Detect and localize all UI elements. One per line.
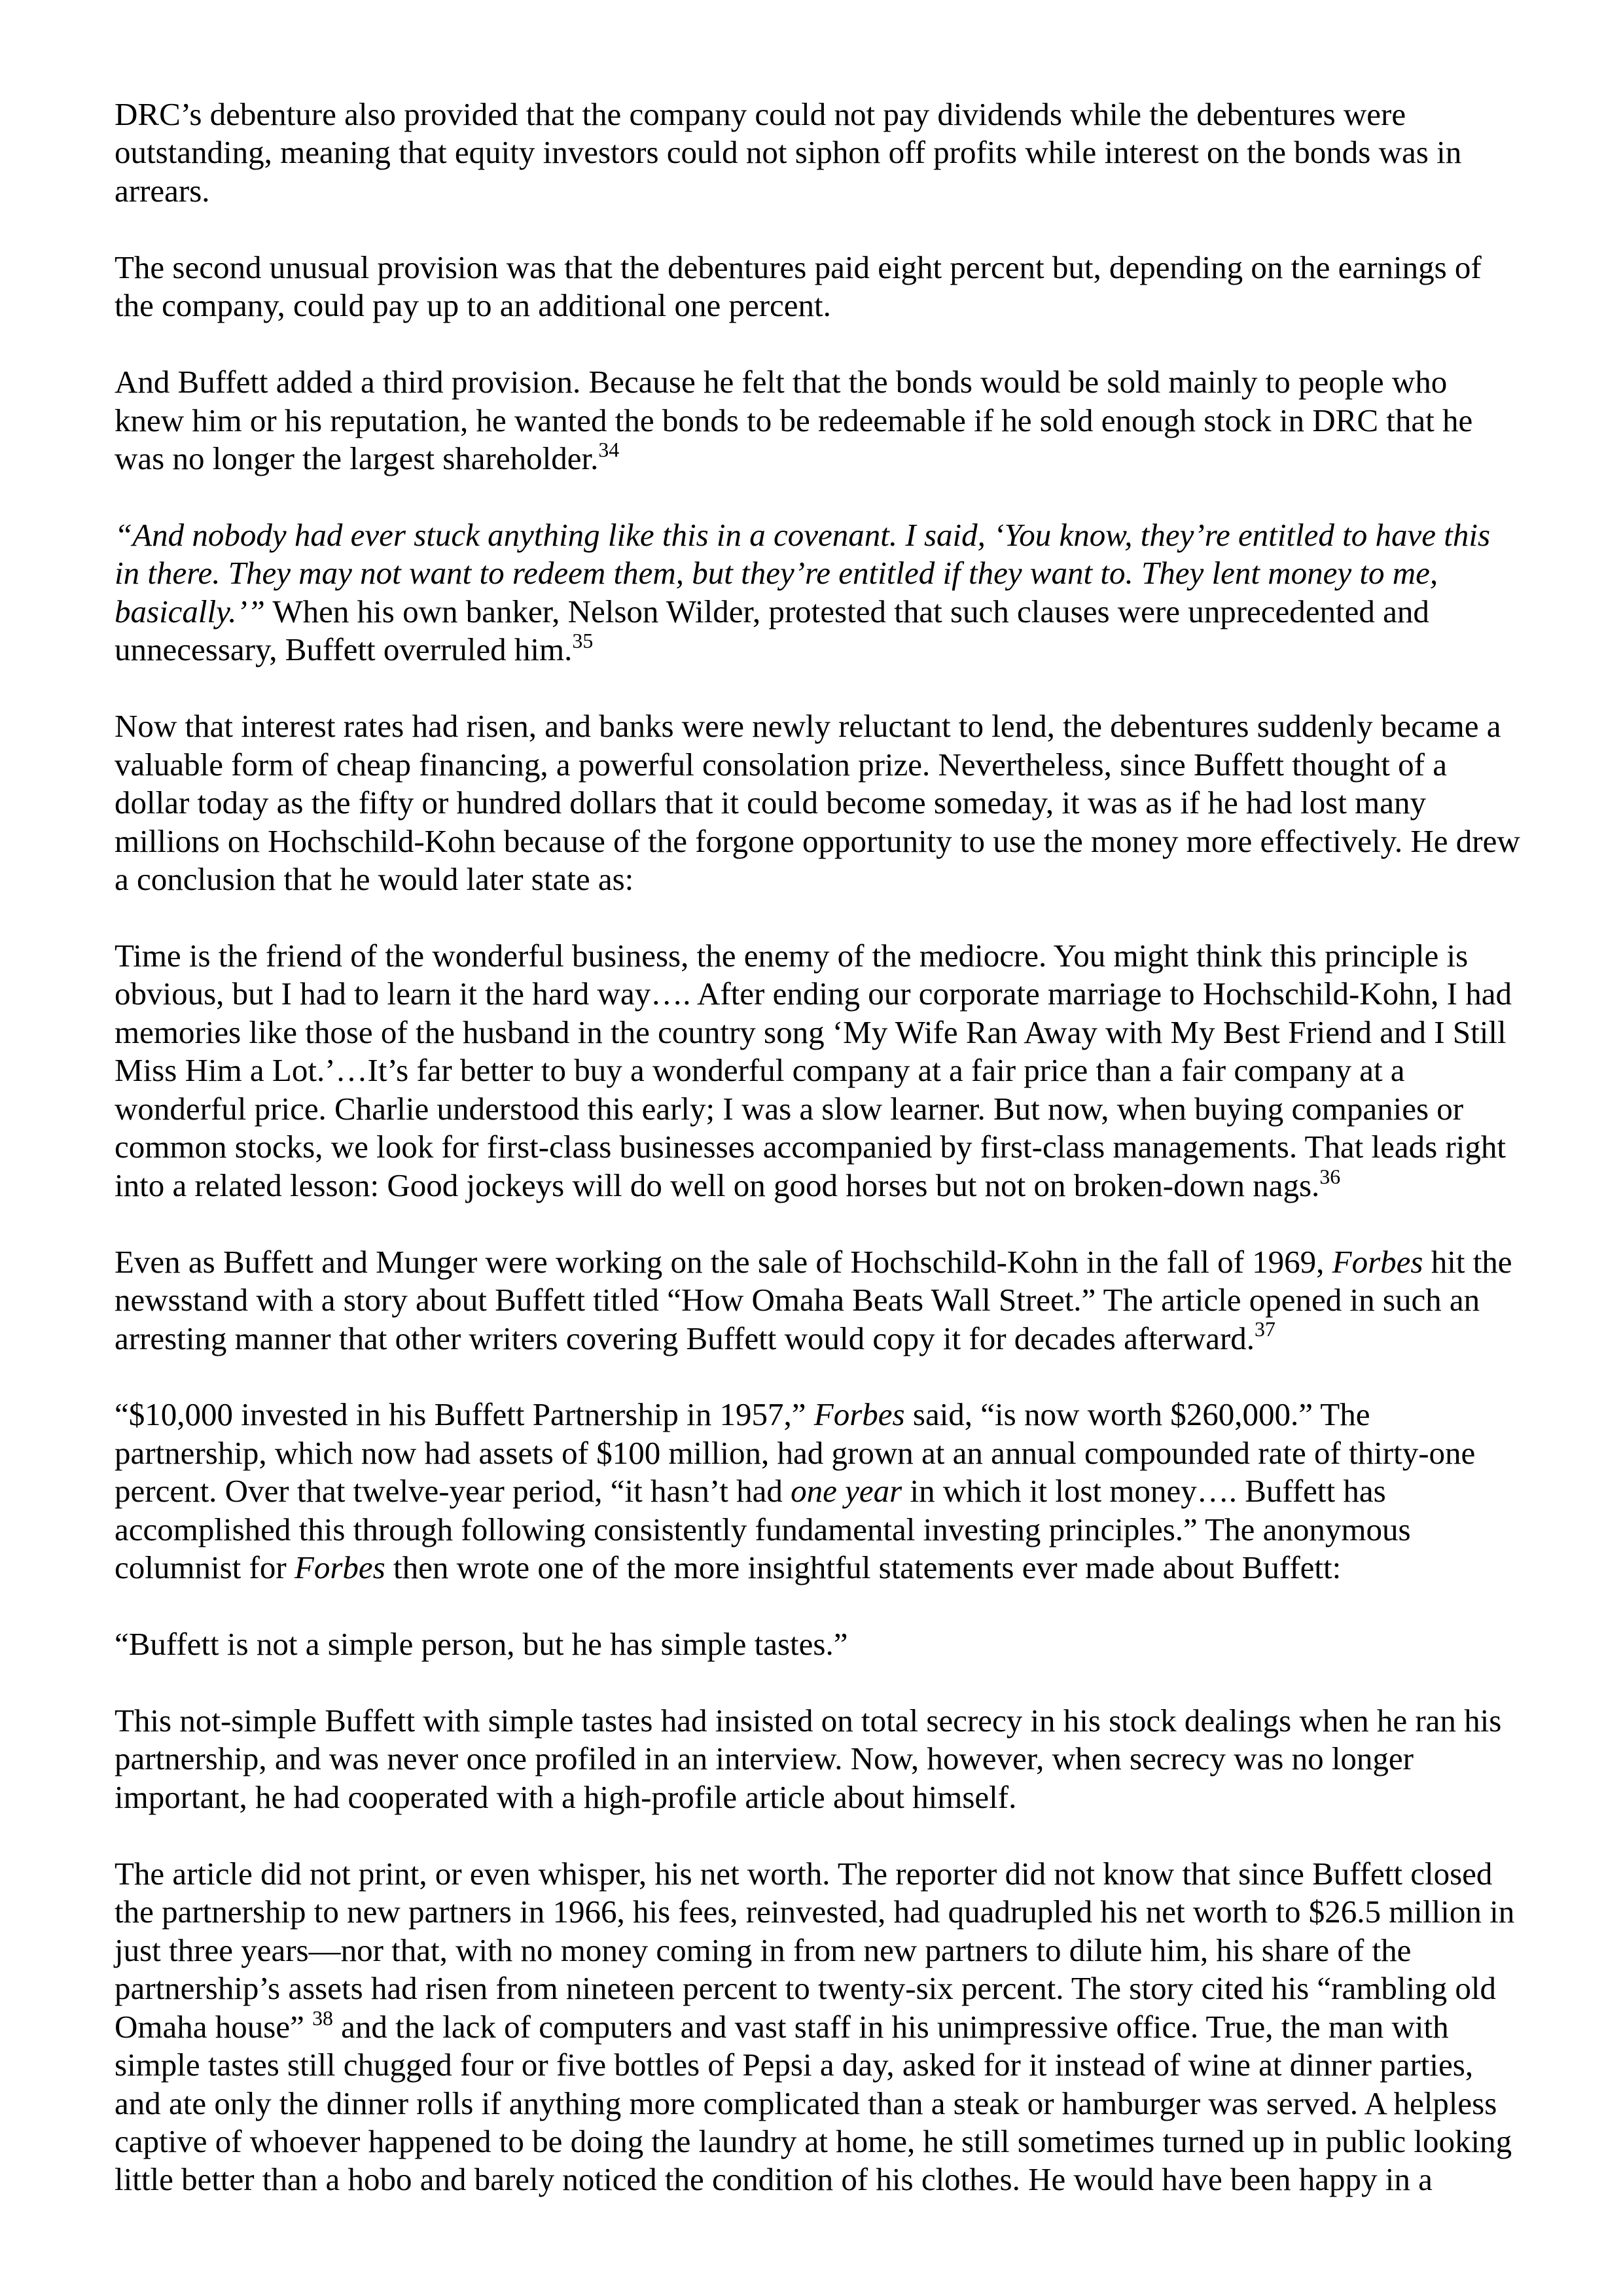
paragraph: [115, 249, 1587, 325]
text-run: newsstand with a story about Buffett titled “How Omaha Beats Wall Street.” The article opened in such an: [115, 1282, 1480, 1318]
text-run: percent. Over that twelve-year period, “it hasn’t had: [115, 1473, 791, 1510]
text-run: Omaha house”: [115, 2008, 313, 2045]
text-line: [115, 2161, 1587, 2199]
text-run: accomplished this through following consistently fundamental investing principles.” The anonymous: [115, 1511, 1411, 1547]
paragraph: [115, 1243, 1587, 1358]
text-run: outstanding, meaning that equity investors could not siphon off profits while interest on the bonds was in: [115, 134, 1462, 171]
text-line: [115, 784, 1587, 822]
text-run: little better than a hobo and barely noticed the condition of his clothes. He would have been happy in a: [115, 2161, 1433, 2198]
paragraph: [115, 96, 1587, 210]
text-line: [115, 1320, 1587, 1358]
text-run: said, “is now worth $260,000.” The: [904, 1396, 1370, 1433]
text-line: [115, 593, 1587, 631]
text-line: [115, 1855, 1587, 1893]
footnote-ref: 35: [572, 629, 594, 653]
text-line: [115, 440, 1587, 478]
text-run: knew him or his reputation, he wanted the bonds to be redeemable if he sold enough stock in DRC that he: [115, 402, 1473, 438]
text-line: [115, 822, 1587, 860]
text-run: Miss Him a Lot.’…It’s far better to buy a wonderful company at a fair price than a fair company at a: [115, 1052, 1405, 1089]
text-run: then wrote one of the more insightful statements ever made about Buffett:: [385, 1549, 1342, 1586]
text-run: millions on Hochschild-Kohn because of the forgone opportunity to use the money more effectively. He drew: [115, 822, 1520, 859]
footnote-ref: 37: [1255, 1318, 1275, 1341]
text-line: [115, 554, 1587, 592]
text-line: [115, 746, 1587, 784]
text-run: Time is the friend of the wonderful business, the enemy of the mediocre. You might think this principle is: [115, 937, 1469, 974]
text-line: [115, 1549, 1587, 1587]
text-line: [115, 937, 1587, 975]
italic-run: in there. They may not want to redeem them, but they’re entitled if they want to. They lent money to me,: [115, 555, 1438, 592]
text-line: [115, 1702, 1587, 1740]
text-run: When his own banker, Nelson Wilder, protested that such clauses were unprecedented and: [265, 593, 1429, 629]
body-text: [115, 96, 1587, 2199]
text-run: This not-simple Buffett with simple tastes had insisted on total secrecy in his stock dealings when he ran his: [115, 1703, 1502, 1739]
text-line: [115, 631, 1587, 669]
text-run: memories like those of the husband in the country song ‘My Wife Ran Away with My Best Friend and I Still: [115, 1014, 1507, 1050]
text-line: [115, 1434, 1587, 1472]
text-run: partnership, which now had assets of $100 million, had grown at an annual compounded rate of thirty-one: [115, 1434, 1476, 1471]
text-run: wonderful price. Charlie understood this early; I was a slow learner. But now, when buying companies or: [115, 1090, 1464, 1127]
italic-run: Forbes: [294, 1549, 385, 1586]
text-run: in which it lost money…. Buffett has: [902, 1473, 1386, 1510]
text-line: [115, 1051, 1587, 1089]
text-line: [115, 287, 1587, 325]
text-line: [115, 1243, 1587, 1281]
paragraph: [115, 363, 1587, 478]
text-line: [115, 1740, 1587, 1778]
text-run: DRC’s debenture also provided that the company could not pay dividends while the debentures were: [115, 96, 1406, 132]
footnote-ref: 38: [312, 2006, 333, 2030]
text-line: [115, 860, 1587, 898]
text-line: [115, 1511, 1587, 1549]
text-line: [115, 1969, 1587, 2007]
text-line: [115, 1281, 1587, 1319]
paragraph: [115, 1396, 1587, 1587]
paragraph: [115, 1702, 1587, 1816]
text-line: [115, 96, 1587, 133]
text-line: [115, 1396, 1587, 1434]
text-line: [115, 249, 1587, 287]
text-line: [115, 2123, 1587, 2161]
text-line: [115, 2085, 1587, 2123]
paragraph: [115, 707, 1587, 898]
text-run: partnership, and was never once profiled in an interview. Now, however, when secrecy was no longer: [115, 1740, 1414, 1777]
italic-run: one year: [791, 1473, 902, 1510]
text-line: [115, 1014, 1587, 1051]
text-line: [115, 133, 1587, 171]
paragraph: [115, 1855, 1587, 2199]
paragraph: [115, 1625, 1587, 1663]
text-run: partnership’s assets had risen from nineteen percent to twenty-six percent. The story cited his “rambling old: [115, 1970, 1496, 2007]
text-run: arrears.: [115, 172, 210, 209]
text-run: arresting manner that other writers covering Buffett would copy it for decades afterward.: [115, 1320, 1255, 1356]
italic-run: “And nobody had ever stuck anything like this in a covenant. I said, ‘You know, they’re entitled to have this: [115, 516, 1491, 553]
text-run: hit the: [1423, 1243, 1512, 1280]
text-line: [115, 363, 1587, 401]
text-run: a conclusion that he would later state as:: [115, 861, 634, 898]
text-run: important, he had cooperated with a high-profile article about himself.: [115, 1778, 1017, 1815]
text-run: The article did not print, or even whisper, his net worth. The reporter did not know that since Buffett closed: [115, 1855, 1493, 1892]
text-run: just three years—nor that, with no money coming in from new partners to dilute him, his share of the: [115, 1932, 1412, 1968]
text-run: And Buffett added a third provision. Because he felt that the bonds would be sold mainly to people who: [115, 364, 1448, 400]
text-run: “Buffett is not a simple person, but he has simple tastes.”: [115, 1626, 848, 1663]
italic-run: Forbes: [1332, 1243, 1423, 1280]
paragraph: [115, 516, 1587, 669]
text-line: [115, 2008, 1587, 2046]
text-line: [115, 1167, 1587, 1205]
text-run: dollar today as the fifty or hundred dollars that it could become someday, it was as if he had lost many: [115, 785, 1426, 821]
italic-run: Forbes: [813, 1396, 905, 1433]
text-run: unnecessary, Buffett overruled him.: [115, 631, 573, 668]
text-run: simple tastes still chugged four or five bottles of Pepsi a day, asked for it instead of wine at dinner parties,: [115, 2047, 1474, 2083]
text-line: [115, 1090, 1587, 1128]
text-run: common stocks, we look for first-class businesses accompanied by first-class managements. That leads right: [115, 1129, 1506, 1165]
text-run: The second unusual provision was that the debentures paid eight percent but, depending on the earnings of: [115, 249, 1482, 285]
text-line: [115, 516, 1587, 554]
text-run: into a related lesson: Good jockeys will do well on good horses but not on broken-down nags.: [115, 1167, 1320, 1203]
text-line: [115, 1472, 1587, 1510]
text-line: [115, 1625, 1587, 1663]
text-line: [115, 1893, 1587, 1931]
text-line: [115, 172, 1587, 210]
text-line: [115, 402, 1587, 440]
text-run: and ate only the dinner rolls if anything more complicated than a steak or hamburger was served. A helpless: [115, 2085, 1497, 2121]
text-line: [115, 1778, 1587, 1816]
text-run: the partnership to new partners in 1966, his fees, reinvested, had quadrupled his net worth to $26.5 million in: [115, 1894, 1515, 1930]
text-line: [115, 707, 1587, 745]
text-run: valuable form of cheap financing, a powerful consolation prize. Nevertheless, since Buffett thought of a: [115, 746, 1447, 783]
footnote-ref: 36: [1319, 1165, 1341, 1188]
text-line: [115, 2046, 1587, 2084]
text-line: [115, 975, 1587, 1013]
text-line: [115, 1932, 1587, 1969]
text-run: was no longer the largest shareholder.: [115, 440, 599, 477]
text-run: captive of whoever happened to be doing the laundry at home, he still sometimes turned up in public looking: [115, 2123, 1512, 2160]
italic-run: basically.’”: [115, 593, 266, 629]
text-run: Even as Buffett and Munger were working on the sale of Hochschild-Kohn in the fall of 1969,: [115, 1243, 1332, 1280]
paragraph: [115, 937, 1587, 1205]
text-line: [115, 1128, 1587, 1166]
text-run: the company, could pay up to an additional one percent.: [115, 287, 831, 324]
text-run: Now that interest rates had risen, and banks were newly reluctant to lend, the debentures suddenly became a: [115, 708, 1501, 745]
text-run: and the lack of computers and vast staff in his unimpressive office. True, the man with: [332, 2008, 1449, 2045]
footnote-ref: 34: [598, 438, 620, 461]
text-run: “$10,000 invested in his Buffett Partnership in 1957,”: [115, 1396, 814, 1433]
text-run: obvious, but I had to learn it the hard way…. After ending our corporate marriage to Hochschild-Kohn, I had: [115, 976, 1512, 1012]
text-run: columnist for: [115, 1549, 294, 1586]
